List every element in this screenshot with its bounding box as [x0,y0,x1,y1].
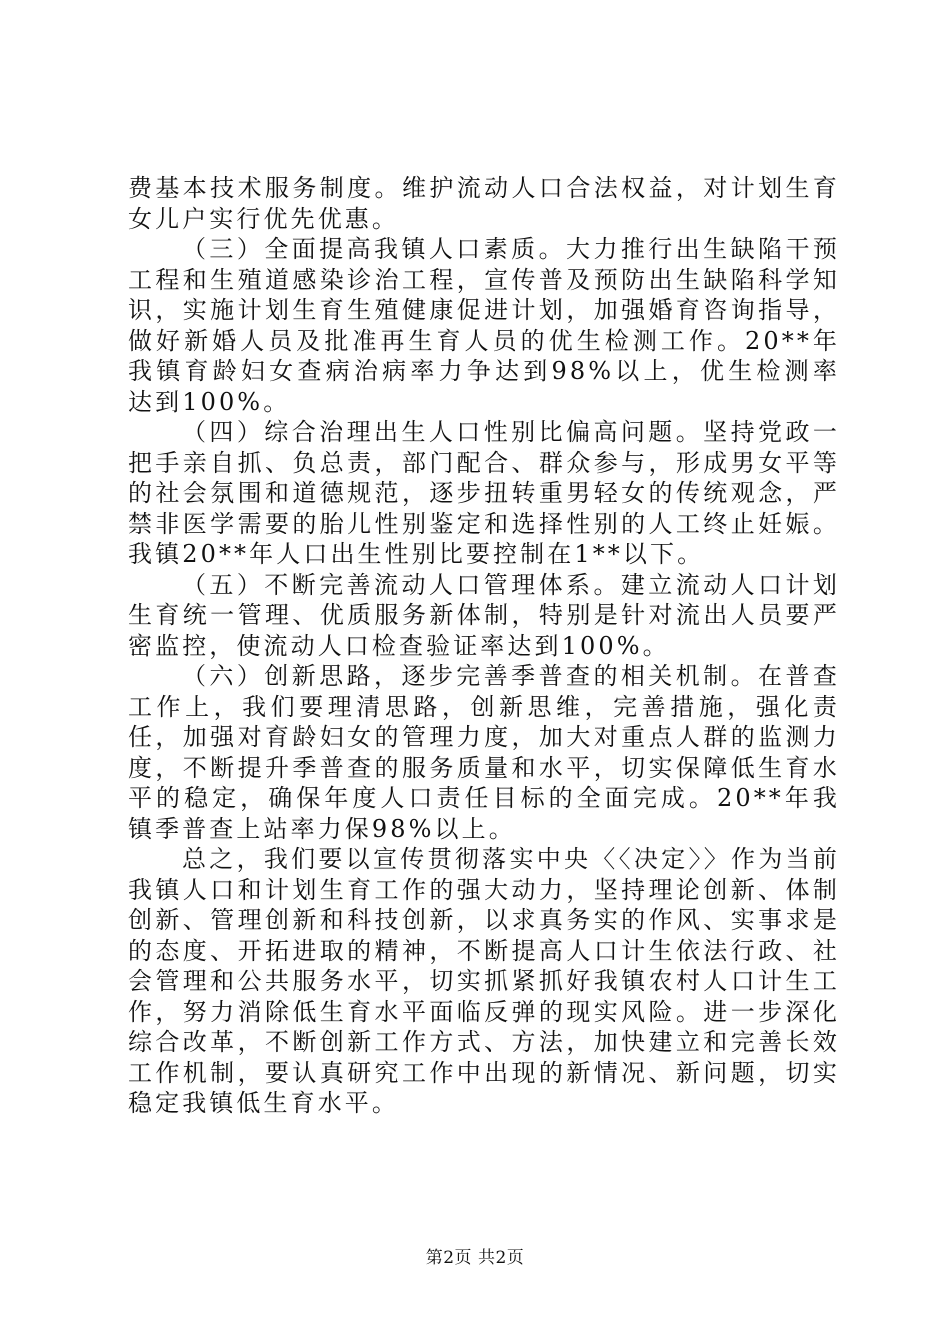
paragraph-sex-ratio: （四）综合治理出生人口性别比偏高问题。坚持党政一把手亲自抓、负总责，部门配合、群众参与，形成男女平等的社会氛围和道德规范，逐步扭转重男轻女的传统观念，严禁非医学需要的胎儿性别鉴定和选择性别的人工终止妊娠。我镇20**年人口出生性别比要控制在1**以下。 [128,418,840,568]
paragraph-conclusion: 总之，我们要以宣传贯彻落实中央〈〈决定〉〉作为当前我镇人口和计划生育工作的强大动力，坚持理论创新、体制创新、管理创新和科技创新，以求真务实的作风、实事求是的态度、开拓进取的精神，不断提高人口计生依法行政、社会管理和公共服务水平，切实抓紧抓好我镇农村人口计生工作，努力消除低生育水平面临反弹的现实风险。进一步深化综合改革，不断创新工作方式、方法，加快建立和完善长效工作机制，要认真研究工作中出现的新情况、新问题，切实稳定我镇低生育水平。 [128,845,840,1117]
document-body [128,173,840,1119]
page-number-label: 第2页 共2页 [425,1248,525,1268]
paragraph-floating-population: （五）不断完善流动人口管理体系。建立流动人口计划生育统一管理、优质服务新体制，特别是针对流出人员要严密监控，使流动人口检查验证率达到100%。 [128,570,840,660]
paragraph-quarterly-census: （六）创新思路，逐步完善季普查的相关机制。在普查工作上，我们要理清思路，创新思维，完善措施，强化责任，加强对育龄妇女的管理力度，加大对重点人群的监测力度，不断提升季普查的服务质量和水平，切实保障低生育水平的稳定，确保年度人口责任目标的全面完成。20**年我镇季普查上站率力保98%以上。 [128,662,840,843]
page-footer [0,1243,950,1268]
paragraph-continuation: 费基本技术服务制度。维护流动人口合法权益，对计划生育女儿户实行优先优惠。 [128,174,840,233]
paragraph-population-quality: （三）全面提高我镇人口素质。大力推行出生缺陷干预工程和生殖道感染诊治工程，宣传普及预防出生缺陷科学知识，实施计划生育生殖健康促进计划，加强婚育咨询指导，做好新婚人员及批准再生育人员的优生检测工作。20**年我镇育龄妇女查病治病率力争达到98%以上，优生检测率达到100%。 [128,235,840,416]
